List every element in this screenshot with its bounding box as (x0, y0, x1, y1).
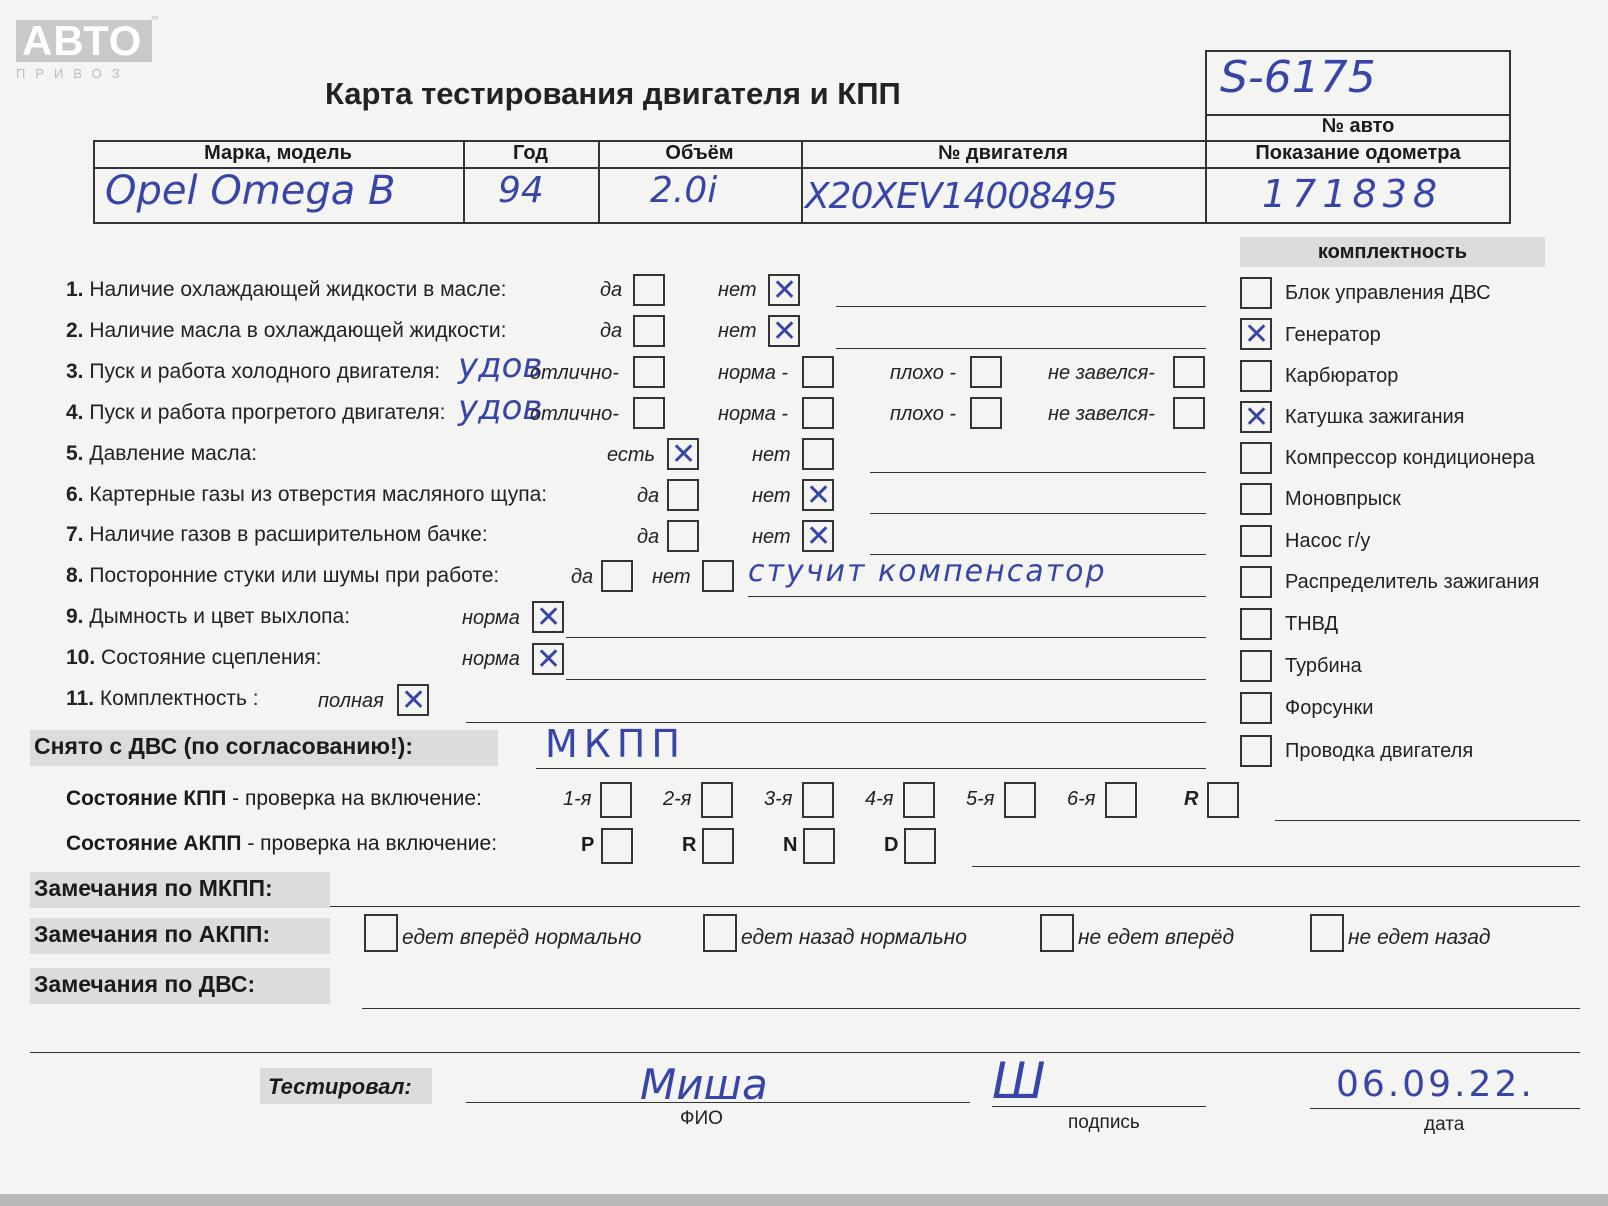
signature-handwritten: Ш (992, 1052, 1046, 1110)
removed-label: Снято с ДВС (по согласованию!): (34, 733, 413, 759)
kit-checkbox[interactable] (1240, 401, 1272, 433)
question-9: 9. Дымность и цвет выхлопа: (66, 605, 351, 628)
kit-label: Распределитель зажигания (1285, 571, 1540, 593)
opt-no: нет (718, 279, 757, 301)
mkpp-check-label: Состояние КПП - проверка на включение: (66, 787, 482, 810)
car-number-label-cell (1205, 114, 1511, 142)
opt-full: полная (318, 690, 384, 712)
akpp-note-line (972, 866, 1580, 867)
q7-yes-checkbox[interactable] (667, 520, 699, 552)
tested-label: Тестировал: (268, 1074, 412, 1099)
removed-handwritten: МКПП (545, 722, 686, 766)
opt-normal: норма - (718, 362, 789, 384)
value-year: 94 (498, 170, 544, 211)
q3-normal-checkbox[interactable] (802, 356, 834, 388)
q1-yes-checkbox[interactable] (633, 274, 665, 306)
kit-label: Генератор (1285, 324, 1381, 346)
q3-handwritten: удов (458, 346, 543, 386)
logo (16, 17, 152, 64)
remarks-mkpp-line (330, 906, 1580, 907)
q4-excellent-checkbox[interactable] (633, 397, 665, 429)
kit-checkbox[interactable] (1240, 277, 1272, 309)
remarks-akpp-label: Замечания по АКПП: (34, 921, 271, 947)
q8-no-checkbox[interactable] (702, 560, 734, 592)
opt-normal: норма - (718, 403, 789, 425)
opt-no: нет (752, 444, 791, 466)
opt-no: нет (752, 526, 791, 548)
q1-no-checkbox[interactable] (768, 274, 800, 306)
kit-label: Блок управления ДВС (1285, 282, 1491, 304)
kit-checkbox[interactable] (1240, 608, 1272, 640)
scan-edge (0, 1194, 1608, 1206)
question-1: 1. Наличие охлаждающей жидкости в масле: (66, 278, 507, 301)
remarks-mkpp-label: Замечания по МКПП: (34, 875, 273, 901)
kit-checkbox[interactable] (1240, 483, 1272, 515)
gear-6-checkbox[interactable] (1105, 782, 1137, 818)
car-number-label: № авто (1321, 115, 1395, 137)
kit-label: Катушка зажигания (1285, 406, 1465, 428)
akpp-option: не едет назад (1348, 926, 1491, 949)
opt-normal: норма (462, 607, 520, 629)
q6-note-line (870, 513, 1206, 514)
kit-checkbox[interactable] (1240, 735, 1272, 767)
question-7: 7. Наличие газов в расширительном бачке: (66, 523, 488, 546)
q3-no-start-checkbox[interactable] (1173, 356, 1205, 388)
tester-name-handwritten: Миша (640, 1060, 768, 1109)
remarks-dvs-line-2 (30, 1052, 1580, 1053)
q6-no-checkbox[interactable] (802, 479, 834, 511)
opt-yes: да (637, 485, 660, 507)
opt-yes: да (571, 566, 594, 588)
q4-normal-checkbox[interactable] (802, 397, 834, 429)
kit-checkbox[interactable] (1240, 442, 1272, 474)
akpp-option: едет назад нормально (741, 926, 967, 949)
header-odometer: Показание одометра (1255, 142, 1461, 164)
akpp-gear-label: D (884, 834, 899, 856)
gear-label: 2-я (663, 788, 692, 810)
mkpp-note-line (1275, 820, 1580, 821)
q5-note-line (870, 472, 1206, 473)
question-2: 2. Наличие масла в охлаждающей жидкости: (66, 319, 507, 342)
opt-bad: плохо - (890, 362, 957, 384)
opt-no: нет (652, 566, 691, 588)
q1-note-line (836, 306, 1206, 307)
q4-bad-checkbox[interactable] (970, 397, 1002, 429)
question-4: 4. Пуск и работа прогретого двигателя: (66, 401, 446, 424)
kit-title: комплектность (1240, 237, 1545, 267)
kit-checkbox[interactable] (1240, 692, 1272, 724)
opt-no-start: не завелся- (1048, 362, 1155, 384)
kit-label: Турбина (1285, 655, 1362, 677)
gear-4-checkbox[interactable] (903, 782, 935, 818)
kit-label: ТНВД (1285, 613, 1339, 635)
q10-note-line (566, 679, 1206, 680)
akpp-no-forward-checkbox[interactable] (1040, 914, 1074, 952)
q9-note-line (566, 637, 1206, 638)
gear-label: R (1184, 788, 1199, 810)
remarks-dvs-label: Замечания по ДВС: (34, 971, 256, 997)
opt-excellent: отлично- (530, 403, 619, 425)
question-11: 11. Комплектность : (66, 687, 259, 710)
question-6: 6. Картерные газы из отверстия масляного щупа: (66, 483, 548, 506)
gear-1-checkbox[interactable] (600, 782, 632, 818)
q9-normal-checkbox[interactable] (532, 601, 564, 633)
opt-yes: да (637, 526, 660, 548)
question-10: 10. Состояние сцепления: (66, 646, 322, 669)
fio-caption: ФИО (680, 1108, 723, 1129)
q2-no-checkbox[interactable] (768, 315, 800, 347)
q4-handwritten: удов (458, 388, 543, 428)
fio-line (466, 1102, 970, 1103)
opt-bad: плохо - (890, 403, 957, 425)
q11-full-checkbox[interactable] (397, 684, 429, 716)
akpp-gear-label: P (581, 834, 595, 856)
q5-no-checkbox[interactable] (802, 438, 834, 470)
kit-label: Проводка двигателя (1285, 740, 1474, 762)
header-brand-model: Марка, модель (204, 142, 352, 164)
gear-3-checkbox[interactable] (802, 782, 834, 818)
kit-label: Компрессор кондиционера (1285, 447, 1535, 469)
q3-excellent-checkbox[interactable] (633, 356, 665, 388)
akpp-n-checkbox[interactable] (803, 828, 835, 864)
gear-label: 4-я (865, 788, 894, 810)
akpp-back-ok-checkbox[interactable] (703, 914, 737, 952)
date-line (1310, 1108, 1580, 1109)
signature-caption: подпись (1068, 1112, 1140, 1133)
header-volume: Объём (665, 142, 734, 164)
q10-normal-checkbox[interactable] (532, 643, 564, 675)
gear-label: 3-я (764, 788, 793, 810)
gear-5-checkbox[interactable] (1004, 782, 1036, 818)
kit-checkbox[interactable] (1240, 650, 1272, 682)
date-handwritten: 06.09.22. (1336, 1064, 1535, 1105)
header-engine-number: № двигателя (938, 142, 1068, 164)
q7-no-checkbox[interactable] (802, 520, 834, 552)
opt-present: есть (607, 444, 656, 466)
header-year: Год (513, 142, 548, 164)
car-number-value: S-6175 (1220, 52, 1376, 103)
opt-no: нет (718, 320, 757, 342)
kit-checkbox[interactable] (1240, 360, 1272, 392)
question-3: 3. Пуск и работа холодного двигателя: (66, 360, 441, 383)
opt-normal: норма (462, 648, 520, 670)
remarks-dvs-line (362, 1008, 1580, 1009)
q8-handwritten: стучит компенсатор (748, 554, 1107, 589)
akpp-gear-label: R (682, 834, 697, 856)
removed-note-line (536, 768, 1206, 769)
logo-subtitle: ПРИВОЗ (16, 66, 130, 81)
signature-line (992, 1106, 1206, 1107)
kit-checkbox[interactable] (1240, 525, 1272, 557)
q6-yes-checkbox[interactable] (667, 479, 699, 511)
question-8: 8. Посторонние стуки или шумы при работе: (66, 564, 500, 587)
q2-note-line (836, 348, 1206, 349)
question-5: 5. Давление масла: (66, 442, 258, 465)
gear-label: 1-я (563, 788, 592, 810)
value-volume: 2.0i (650, 170, 718, 211)
opt-excellent: отлично- (530, 362, 619, 384)
kit-label: Насос г/у (1285, 530, 1371, 552)
akpp-p-checkbox[interactable] (601, 828, 633, 864)
akpp-option: не едет вперёд (1078, 926, 1235, 949)
value-engine-number: X20XEV14008495 (805, 176, 1117, 217)
kit-checkbox[interactable] (1240, 318, 1272, 350)
kit-label: Форсунки (1285, 697, 1374, 719)
q3-bad-checkbox[interactable] (970, 356, 1002, 388)
gear-label: 6-я (1067, 788, 1096, 810)
q5-present-checkbox[interactable] (667, 438, 699, 470)
akpp-no-back-checkbox[interactable] (1310, 914, 1344, 952)
q8-note-line (748, 596, 1206, 597)
page-title: Карта тестирования двигателя и КПП (325, 76, 901, 111)
opt-yes: да (600, 320, 623, 342)
opt-no-start: не завелся- (1048, 403, 1155, 425)
q4-no-start-checkbox[interactable] (1173, 397, 1205, 429)
kit-label: Карбюратор (1285, 365, 1399, 387)
opt-no: нет (752, 485, 791, 507)
q2-yes-checkbox[interactable] (633, 315, 665, 347)
kit-label: Моновпрыск (1285, 488, 1401, 510)
date-caption: дата (1424, 1114, 1465, 1135)
akpp-option: едет вперёд нормально (402, 926, 642, 949)
opt-yes: да (600, 279, 623, 301)
akpp-forward-ok-checkbox[interactable] (364, 914, 398, 952)
akpp-check-label: Состояние АКПП - проверка на включение: (66, 832, 498, 855)
gear-label: 5-я (966, 788, 995, 810)
logo-tm: ™ (150, 14, 159, 24)
value-brand-model: Opel Omega B (105, 168, 396, 214)
akpp-gear-label: N (783, 834, 798, 856)
kit-checkbox[interactable] (1240, 566, 1272, 598)
akpp-d-checkbox[interactable] (904, 828, 936, 864)
value-odometer: 171838 (1262, 172, 1444, 216)
q8-yes-checkbox[interactable] (601, 560, 633, 592)
gear-r-checkbox[interactable] (1207, 782, 1239, 818)
logo-text: АВТО (22, 17, 143, 64)
gear-2-checkbox[interactable] (701, 782, 733, 818)
akpp-r-checkbox[interactable] (702, 828, 734, 864)
